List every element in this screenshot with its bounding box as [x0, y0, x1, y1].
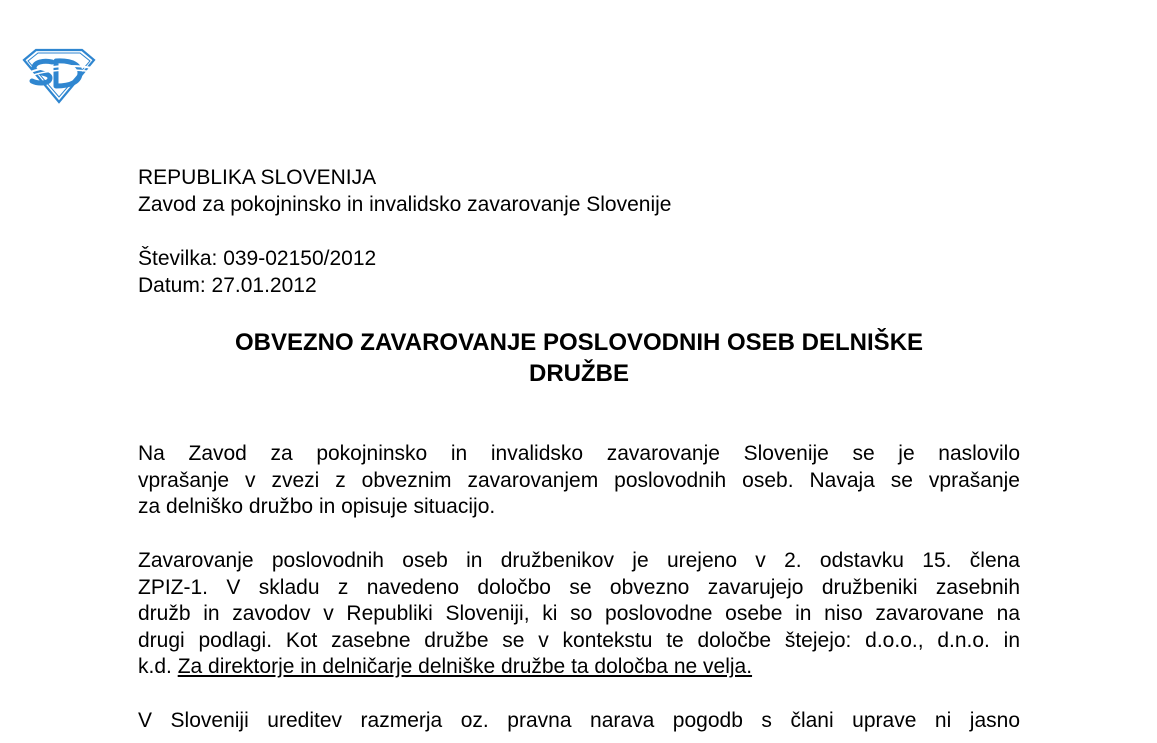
document-meta	[138, 245, 376, 299]
institute-name: Zavod za pokojninsko in invalidsko zavarovanje Slovenije	[138, 193, 672, 216]
title-line-2: DRUŽBE	[529, 360, 629, 387]
paragraph-line: Na Zavod za pokojninsko in invalidsko zavarovanje Slovenije se je naslovilo	[138, 442, 1020, 465]
paragraph-1	[138, 441, 1020, 521]
paragraph-line-prefix: k.d.	[138, 655, 172, 678]
paragraph-3	[138, 708, 1020, 735]
institution-header	[138, 164, 671, 218]
paragraph-line: drugi podlagi. Kot zasebne družbe se v kontekstu te določbe štejejo: d.o.o., d.n.o. in	[138, 628, 1020, 652]
paragraph-line: družb in zavodov v Republiki Sloveniji, ki so poslovodne osebe in niso zavarovane na	[138, 602, 1020, 625]
paragraph-line: ZPIZ-1. V skladu z navedeno določbo se obvezno zavarujejo družbeniki zasebnih	[138, 575, 1020, 599]
document-date: Datum: 27.01.2012	[138, 274, 317, 297]
title-line-1: OBVEZNO ZAVAROVANJE POSLOVODNIH OSEB DELNIŠKE	[234, 329, 924, 356]
document-title	[138, 327, 1020, 389]
paragraph-2	[138, 548, 1020, 681]
sd-shield-logo-icon	[22, 48, 96, 104]
paragraph-line: za delniško družbo in opisuje situacijo.	[138, 495, 496, 518]
paragraph-last-line	[138, 654, 1020, 681]
underlined-statement: Za direktorje in delničarje delniške družbe ta določba ne velja.	[177, 655, 753, 678]
republic-name: REPUBLIKA SLOVENIJA	[138, 166, 377, 189]
paragraph-line: Zavarovanje poslovodnih oseb in družbenikov je urejeno v 2. odstavku 15. člena	[138, 549, 1020, 572]
paragraph-line: vprašanje v zvezi z obveznim zavarovanjem poslovodnih oseb. Navaja se vprašanje	[138, 468, 1020, 492]
paragraph-line: V Sloveniji ureditev razmerja oz. pravna narava pogodb s člani uprave ni jasno	[138, 709, 1020, 732]
document-number: Številka: 039-02150/2012	[138, 247, 377, 270]
